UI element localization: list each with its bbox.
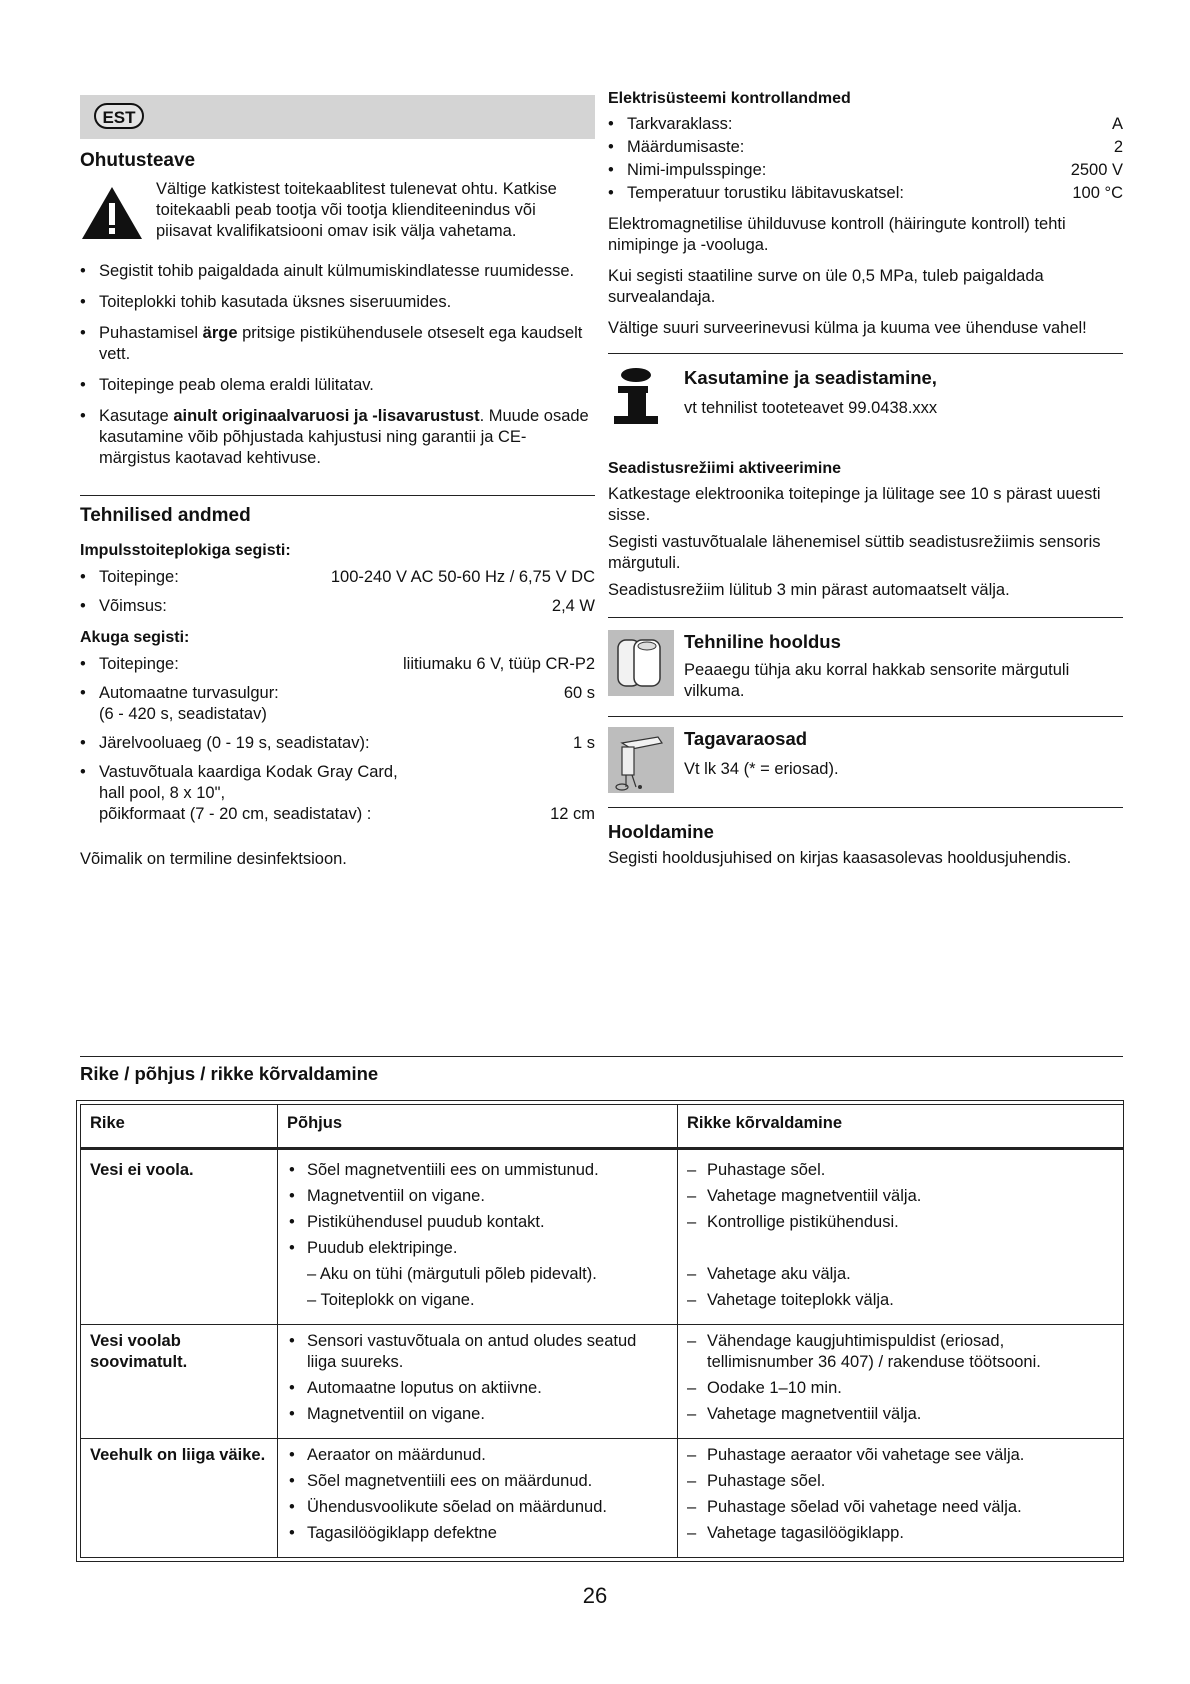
cause-cell [278, 1325, 678, 1439]
list-item: • Pistikühendusel puudub kontakt. [287, 1212, 669, 1233]
cause-cell [278, 1149, 678, 1325]
language-bar [80, 95, 595, 139]
divider [80, 1056, 1123, 1057]
list-item: • Magnetventiil on vigane. [287, 1404, 669, 1425]
care-text: Segisti hooldusjuhised on kirjas kaasasolevas hooldusjuhendis. [608, 849, 1072, 867]
battery-title: Akuga segisti: [80, 629, 190, 646]
list-item: • Automaatne loputus on aktiivne. [287, 1378, 669, 1399]
safety-item-parts: • Kasutage ainult originaalvaruosi ja -lisavarustust. Muude osade kasutamine võib põhjustada kahjustusi ning garantii ja CE-märgistus kaotavad kehtivuse. [80, 406, 595, 469]
list-item: – Kontrollige pistikühendusi. [687, 1212, 1115, 1233]
battery-list [80, 654, 595, 825]
safety-item: • Toitepinge peab olema eraldi lülitatav. [80, 375, 595, 396]
divider [608, 807, 1123, 808]
table-header-row [81, 1105, 1124, 1149]
setup-mode-title: Seadistusrežiimi aktiveerimine [608, 460, 841, 477]
list-item: – Vahetage toiteplokk välja. [687, 1290, 1115, 1311]
list-item: – Vahetage aku välja. [687, 1264, 1115, 1285]
list-item: – Vähendage kaugjuhtimispuldist (eriosad, tellimisnumber 36 407) / rakenduse töötsooni. [687, 1331, 1115, 1373]
safety-warning [80, 179, 595, 247]
header-cause: Põhjus [278, 1105, 678, 1149]
list-item-spacer [687, 1238, 1115, 1259]
usage-block [608, 366, 1123, 432]
list-item: – Vahetage magnetventiil välja. [687, 1404, 1115, 1425]
maintenance-title: Tehniline hooldus [684, 631, 841, 652]
list-item: • Ühendusvoolikute sõelad on määrdunud. [287, 1497, 669, 1518]
list-item: • Aeraator on määrdunud. [287, 1445, 669, 1466]
fault-cell: Vesi ei voola. [81, 1149, 278, 1325]
right-column [608, 88, 1123, 869]
fault-cell: Vesi voolab soovimatult. [81, 1325, 278, 1439]
list-item: • Tagasilöögiklapp defektne [287, 1523, 669, 1544]
usage-text: vt tehnilist tooteteavet 99.0438.xxx [684, 399, 938, 417]
fault-cell: Veehulk on liiga väike. [81, 1439, 278, 1558]
list-item: • Sõel magnetventiili ees on määrdunud. [287, 1471, 669, 1492]
remedy-cell [678, 1149, 1124, 1325]
list-item: – Toiteplokk on vigane. [307, 1291, 475, 1309]
remedy-cell [678, 1325, 1124, 1439]
divider [80, 495, 595, 496]
list-item: – Vahetage magnetventiil välja. [687, 1186, 1115, 1207]
left-column [80, 95, 595, 870]
list-item: – Vahetage tagasilöögiklapp. [687, 1523, 1115, 1544]
list-item: – Aku on tühi (märgutuli põleb pidevalt). [307, 1265, 597, 1283]
fault-table-frame [76, 1100, 1124, 1562]
list-item: – Puhastage sõelad või vahetage need välja. [687, 1497, 1115, 1518]
spare-text: Vt lk 34 (* = eriosad). [684, 760, 839, 778]
warning-triangle-icon [80, 185, 144, 247]
maintenance-text: Peaaegu tühja aku korral hakkab sensorite märgutuli vilkuma. [684, 661, 1070, 700]
info-icon [608, 366, 674, 432]
header-fault: Rike [81, 1105, 278, 1149]
remedy-cell [678, 1439, 1124, 1558]
care-title: Hooldamine [608, 821, 714, 842]
spare-title: Tagavaraosad [684, 728, 808, 749]
maintenance-block [608, 630, 1123, 702]
list-item: – Puhastage aeraator või vahetage see välja. [687, 1445, 1115, 1466]
list-item: • Magnetventiil on vigane. [287, 1186, 669, 1207]
page-number: 26 [582, 1583, 608, 1608]
header-remedy: Rikke kõrvaldamine [678, 1105, 1124, 1149]
disinfection-note: Võimalik on termiline desinfektsioon. [80, 850, 347, 868]
spec-row: • Temperatuur torustiku läbitavuskatsel: 100 °C [608, 183, 1123, 204]
electrical-list [608, 114, 1123, 204]
impulse-title: Impulsstoiteplokiga segisti: [80, 542, 291, 559]
list-item: • Puudub elektripinge. [287, 1238, 669, 1259]
list-item: – Puhastage sõel. [687, 1471, 1115, 1492]
spec-row: • Toitepinge: 100-240 V AC 50-60 Hz / 6,75 V DC [80, 567, 595, 588]
spec-row: • Võimsus: 2,4 W [80, 596, 595, 617]
spec-row: • Automaatne turvasulgur: 60 s (6 - 420 s, seadistatav) [80, 683, 595, 725]
impulse-list [80, 567, 595, 617]
spec-row: • Nimi-impulsspinge: 2500 V [608, 160, 1123, 181]
faults-title: Rike / põhjus / rikke kõrvaldamine [80, 1063, 379, 1084]
safety-list [80, 261, 595, 469]
spec-row: • Määrdumisaste: 2 [608, 137, 1123, 158]
language-badge: EST [94, 103, 144, 129]
safety-item: • Segistit tohib paigaldada ainult külmumiskindlatesse ruumidesse. [80, 261, 595, 282]
setup-mode-p1: Katkestage elektroonika toitepinge ja lülitage see 10 s pärast uuesti sisse. [608, 485, 1101, 524]
list-item: – Puhastage sõel. [687, 1160, 1115, 1181]
battery-icon [608, 630, 674, 696]
list-item: – Oodake 1–10 min. [687, 1378, 1115, 1399]
spec-row: • Vastuvõtuala kaardiga Kodak Gray Card, hall pool, 8 x 10", põikformaat (7 - 20 cm, seadistatav) : 12 cm [80, 762, 595, 825]
pressure-diff-note: Vältige suuri surveerinevusi külma ja kuuma vee ühenduse vahel! [608, 319, 1087, 337]
divider [608, 716, 1123, 717]
safety-warning-text: Vältige katkistest toitekaablitest tulenevat ohtu. Katkise toitekaabli peab tootja või tootja klienditeenindus või piisavat kvalifikatsiooni omav isik välja vahetama. [156, 180, 557, 240]
tech-title: Tehnilised andmed [80, 505, 251, 526]
table-row [81, 1149, 1124, 1325]
fault-table [80, 1104, 1124, 1558]
spec-row: • Tarkvaraklass: A [608, 114, 1123, 135]
cause-cell [278, 1439, 678, 1558]
safety-title: Ohutusteave [80, 150, 196, 171]
pressure-note: Kui segisti staatiline surve on üle 0,5 MPa, tuleb paigaldada survealandaja. [608, 267, 1044, 306]
list-item: • Sõel magnetventiili ees on ummistunud. [287, 1160, 669, 1181]
setup-mode-p2: Segisti vastuvõtualale lähenemisel süttib seadistusrežiimis sensoris märgutuli. [608, 533, 1101, 572]
spec-row: • Toitepinge: liitiumaku 6 V, tüüp CR-P2 [80, 654, 595, 675]
safety-item: • Toiteplokki tohib kasutada üksnes siseruumides. [80, 292, 595, 313]
divider [608, 617, 1123, 618]
emc-note: Elektromagnetilise ühilduvuse kontroll (häiringute kontroll) tehti nimipinge ja -vooluga. [608, 215, 1066, 254]
spec-row: • Järelvooluaeg (0 - 19 s, seadistatav): 1 s [80, 733, 595, 754]
electrical-title: Elektrisüsteemi kontrollandmed [608, 90, 851, 107]
safety-item-cleaning: • Puhastamisel ärge pritsige pistikühendusele otseselt ega kaudselt vett. [80, 323, 595, 365]
divider [608, 353, 1123, 354]
list-item: • Sensori vastuvõtuala on antud oludes seatud liiga suureks. [287, 1331, 669, 1373]
table-row [81, 1325, 1124, 1439]
usage-title: Kasutamine ja seadistamine, [684, 367, 937, 388]
setup-mode-p3: Seadistusrežiim lülitub 3 min pärast automaatselt välja. [608, 581, 1010, 599]
table-row [81, 1439, 1124, 1558]
faucet-icon [608, 727, 674, 793]
spare-block [608, 727, 1123, 793]
